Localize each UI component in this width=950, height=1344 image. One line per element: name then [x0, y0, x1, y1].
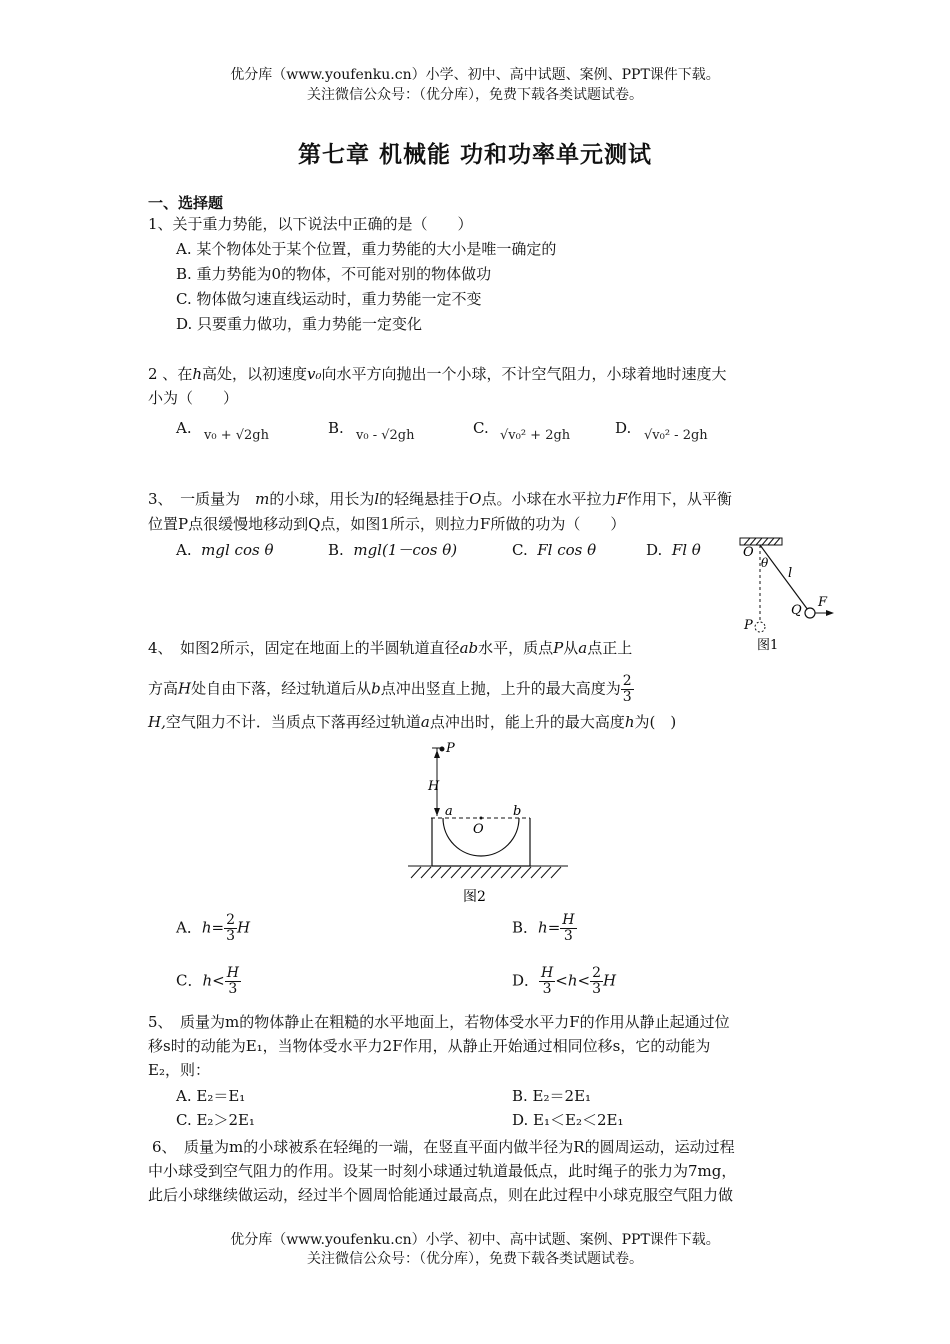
footer-line-1: 优分库（www.youfenku.cn）小学、初中、高中试题、案例、PPT课件下载。: [230, 1232, 720, 1248]
q2-option-c-expr: √v₀² + 2gh: [500, 428, 571, 443]
fig2-label-a: a: [445, 804, 453, 819]
q2-option-b-expr: v₀ - √2gh: [356, 428, 415, 443]
force-arrowhead: [826, 610, 834, 616]
q2-option-d-label: D.: [615, 419, 632, 437]
ball-position-q: [805, 608, 815, 618]
q2-option-b-label: B.: [328, 419, 344, 437]
q6-stem-line-2: 中小球受到空气阻力的作用。设某一时刻小球通过轨道最低点，此时绳子的张力为7mg，: [148, 1162, 737, 1180]
q5-stem-line-3: E₂，则：: [148, 1061, 210, 1079]
fig1-label-l: l: [788, 566, 793, 581]
header-line-1: 优分库（www.youfenku.cn）小学、初中、高中试题、案例、PPT课件下载。: [230, 67, 720, 83]
q5-option-d: D. E₁＜E₂＜2E₁: [512, 1111, 624, 1129]
fig2-label-p: P: [446, 741, 455, 756]
q2-stem-line-2: 小为（ ）: [148, 389, 239, 407]
q2-option-c-label: C.: [473, 419, 489, 437]
q4-option-d: D． $\frac{H}{3}$ <h< $\frac{2}{3}$ H: [512, 965, 617, 997]
q1-option-a: A. 某个物体处于某个位置，重力势能的大小是唯一确定的: [176, 240, 557, 258]
ceiling-hatch: [744, 538, 780, 545]
section-heading: 一、选择题: [148, 194, 224, 212]
q4-fraction-two-thirds: $\frac{2}{3}$: [622, 673, 632, 705]
fig2-label-h: H: [428, 779, 440, 794]
q5-option-b: B. E₂＝2E₁: [512, 1087, 592, 1105]
q4-stem-line-1: 4、 如图2所示，固定在地面上的半圆轨道直径ab水平，质点P从a点正上: [148, 639, 633, 657]
page-title: 第七章 机械能 功和功率单元测试: [297, 141, 652, 168]
q4-option-b: B．h= $\frac{H}{3}$: [512, 912, 575, 944]
fig2-label-b: b: [513, 804, 522, 819]
q6-stem-line-1: 6、 质量为m的小球被系在轻绳的一端，在竖直平面内做半径为R的圆周运动，运动过程: [152, 1138, 735, 1156]
footer-line-2: 关注微信公众号：（优分库），免费下载各类试题试卷。: [307, 1251, 643, 1267]
rope-line: [760, 545, 808, 610]
fig1-caption: 图1: [757, 638, 779, 653]
q4-option-a: A．h= $\frac{2}{3}$ H: [176, 912, 251, 944]
height-arrow-up: [434, 750, 440, 758]
ground-hatch: [411, 867, 561, 878]
q3-option-d: D. Fl θ: [646, 541, 701, 559]
q6-stem-line-3: 此后小球继续做运动，经过半个圆周恰能通过最高点，则在此过程中小球克服空气阻力做: [148, 1186, 734, 1204]
figure-1-pendulum: [728, 534, 838, 658]
q4-stem-line-2: 方高H处自由下落，经过轨道后从b点冲出竖直上抛，上升的最大高度为 $\frac{2}{3}$: [148, 673, 632, 705]
q1-option-b: B. 重力势能为0的物体，不可能对别的物体做功: [176, 265, 492, 283]
q3-option-b: B. mgl(1－cos θ): [328, 541, 458, 559]
q1-option-d: D. 只要重力做功，重力势能一定变化: [176, 315, 423, 333]
height-arrow-down: [434, 808, 440, 816]
center-o-dot: [480, 817, 483, 820]
q4-option-c: C．h< $\frac{H}{3}$: [176, 965, 239, 997]
fig2-caption: 图2: [463, 889, 486, 905]
point-p-dot: [440, 747, 445, 752]
fig1-label-o: O: [743, 545, 754, 560]
q3-option-a: A. mgl cos θ: [176, 541, 274, 559]
fig1-label-p: P: [744, 618, 753, 633]
header-line-2: 关注微信公众号：（优分库），免费下载各类试题试卷。: [307, 87, 643, 103]
fig2-label-o: O: [473, 822, 484, 837]
q1-option-c: C. 物体做匀速直线运动时，重力势能一定不变: [176, 290, 482, 308]
q5-stem-line-2: 移s时的动能为E₁，当物体受水平力2F作用，从静止开始通过相同位移s，它的动能为: [148, 1037, 711, 1055]
q2-number: 2 、: [148, 365, 178, 383]
q3-option-c: C. Fl cos θ: [512, 541, 597, 559]
q4-number: 4、: [148, 639, 166, 657]
q2-option-a-label: A.: [176, 419, 192, 437]
q2-option-a-expr: v₀ + √2gh: [204, 428, 269, 443]
q3-number: 3、: [148, 490, 166, 508]
q5-option-c: C. E₂＞2E₁: [176, 1111, 255, 1129]
q3-stem-line-1: 3、 一质量为 m的小球，用长为l的轻绳悬挂于O点。小球在水平拉力F作用下，从平衡: [148, 490, 732, 508]
q5-stem-line-1: 5、 质量为m的物体静止在粗糙的水平地面上，若物体受水平力F的作用从静止起通过位: [148, 1013, 730, 1031]
q2-option-d-expr: √v₀² - 2gh: [644, 428, 708, 443]
fig1-label-f: F: [818, 595, 828, 610]
q5-option-a: A. E₂＝E₁: [176, 1087, 246, 1105]
q3-stem-line-2: 位置P点很缓慢地移动到Q点，如图1所示，则拉力F所做的功为（ ）: [148, 515, 626, 533]
q1-stem: 1、关于重力势能，以下说法中正确的是（ ）: [148, 215, 473, 233]
q2-stem-line-1: 2 、在h高处，以初速度v₀向水平方向抛出一个小球，不计空气阻力，小球着地时速度大: [148, 365, 727, 383]
figure-2-track: [405, 738, 575, 910]
q4-stem-line-3: H,空气阻力不计．当质点下落再经过轨道a点冲出时，能上升的最大高度h为( ): [148, 713, 677, 731]
fig1-label-q: Q: [791, 603, 802, 618]
fig1-label-theta: θ: [761, 556, 769, 570]
ball-position-p: [755, 622, 765, 632]
